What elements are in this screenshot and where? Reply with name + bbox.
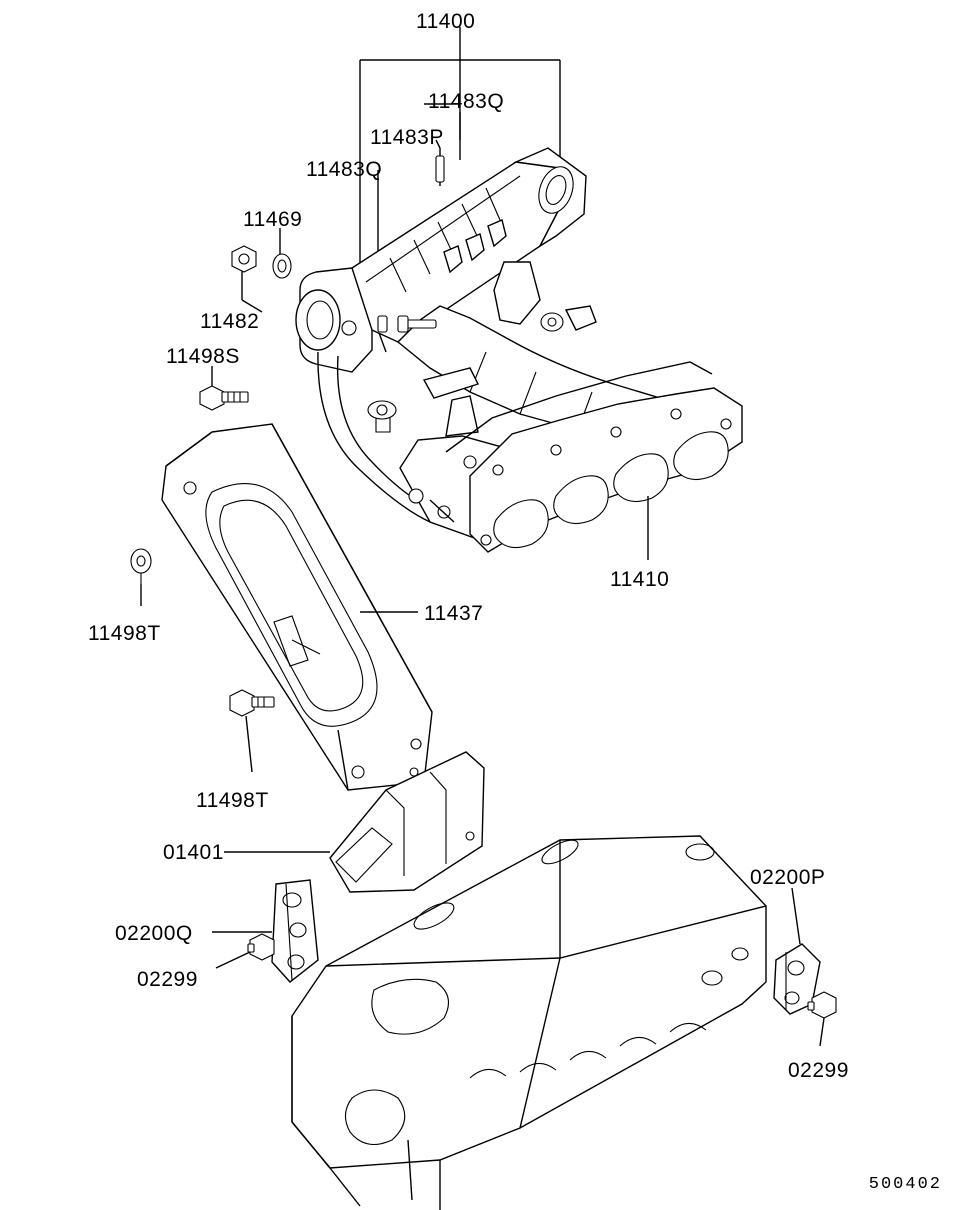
part-label-02200Q: 02200Q — [115, 922, 193, 945]
part-label-11400: 11400 — [416, 10, 476, 33]
part-02299-left-bolt — [216, 934, 274, 968]
part-label-11483P: 11483P — [370, 126, 444, 149]
stud-11483P — [436, 156, 444, 182]
part-label-11498T-lower: 11498T — [196, 789, 269, 812]
part-11498T-upper — [131, 549, 151, 606]
gasket-11410 — [470, 388, 742, 552]
part-label-11482: 11482 — [200, 310, 260, 333]
part-label-11469: 11469 — [243, 208, 303, 231]
part-label-11483Q-top: 11483Q — [428, 90, 505, 113]
part-02299-right-bolt — [808, 992, 836, 1046]
part-11498S-bolt — [200, 386, 248, 410]
part-label-11498S: 11498S — [166, 345, 240, 368]
part-label-02299-right: 02299 — [788, 1059, 849, 1082]
part-11482-nut — [232, 246, 256, 272]
part-label-02299-left: 02299 — [137, 968, 198, 991]
leader-02200P — [792, 888, 800, 944]
part-label-01401: 01401 — [163, 841, 224, 864]
part-11498T-lower — [230, 690, 274, 772]
part-label-11437: 11437 — [424, 602, 484, 625]
part-label-11498T-upper: 11498T — [88, 622, 161, 645]
diagram-code: 500402 — [868, 1175, 942, 1194]
part-11469-washer — [273, 254, 291, 278]
part-label-11410: 11410 — [610, 568, 670, 591]
bracket-02200Q — [272, 880, 318, 982]
part-label-02200P: 02200P — [750, 866, 826, 889]
bolt-11483Q-b — [378, 316, 387, 332]
bracket-11437 — [162, 424, 432, 790]
part-label-11483Q-mid: 11483Q — [306, 158, 383, 181]
